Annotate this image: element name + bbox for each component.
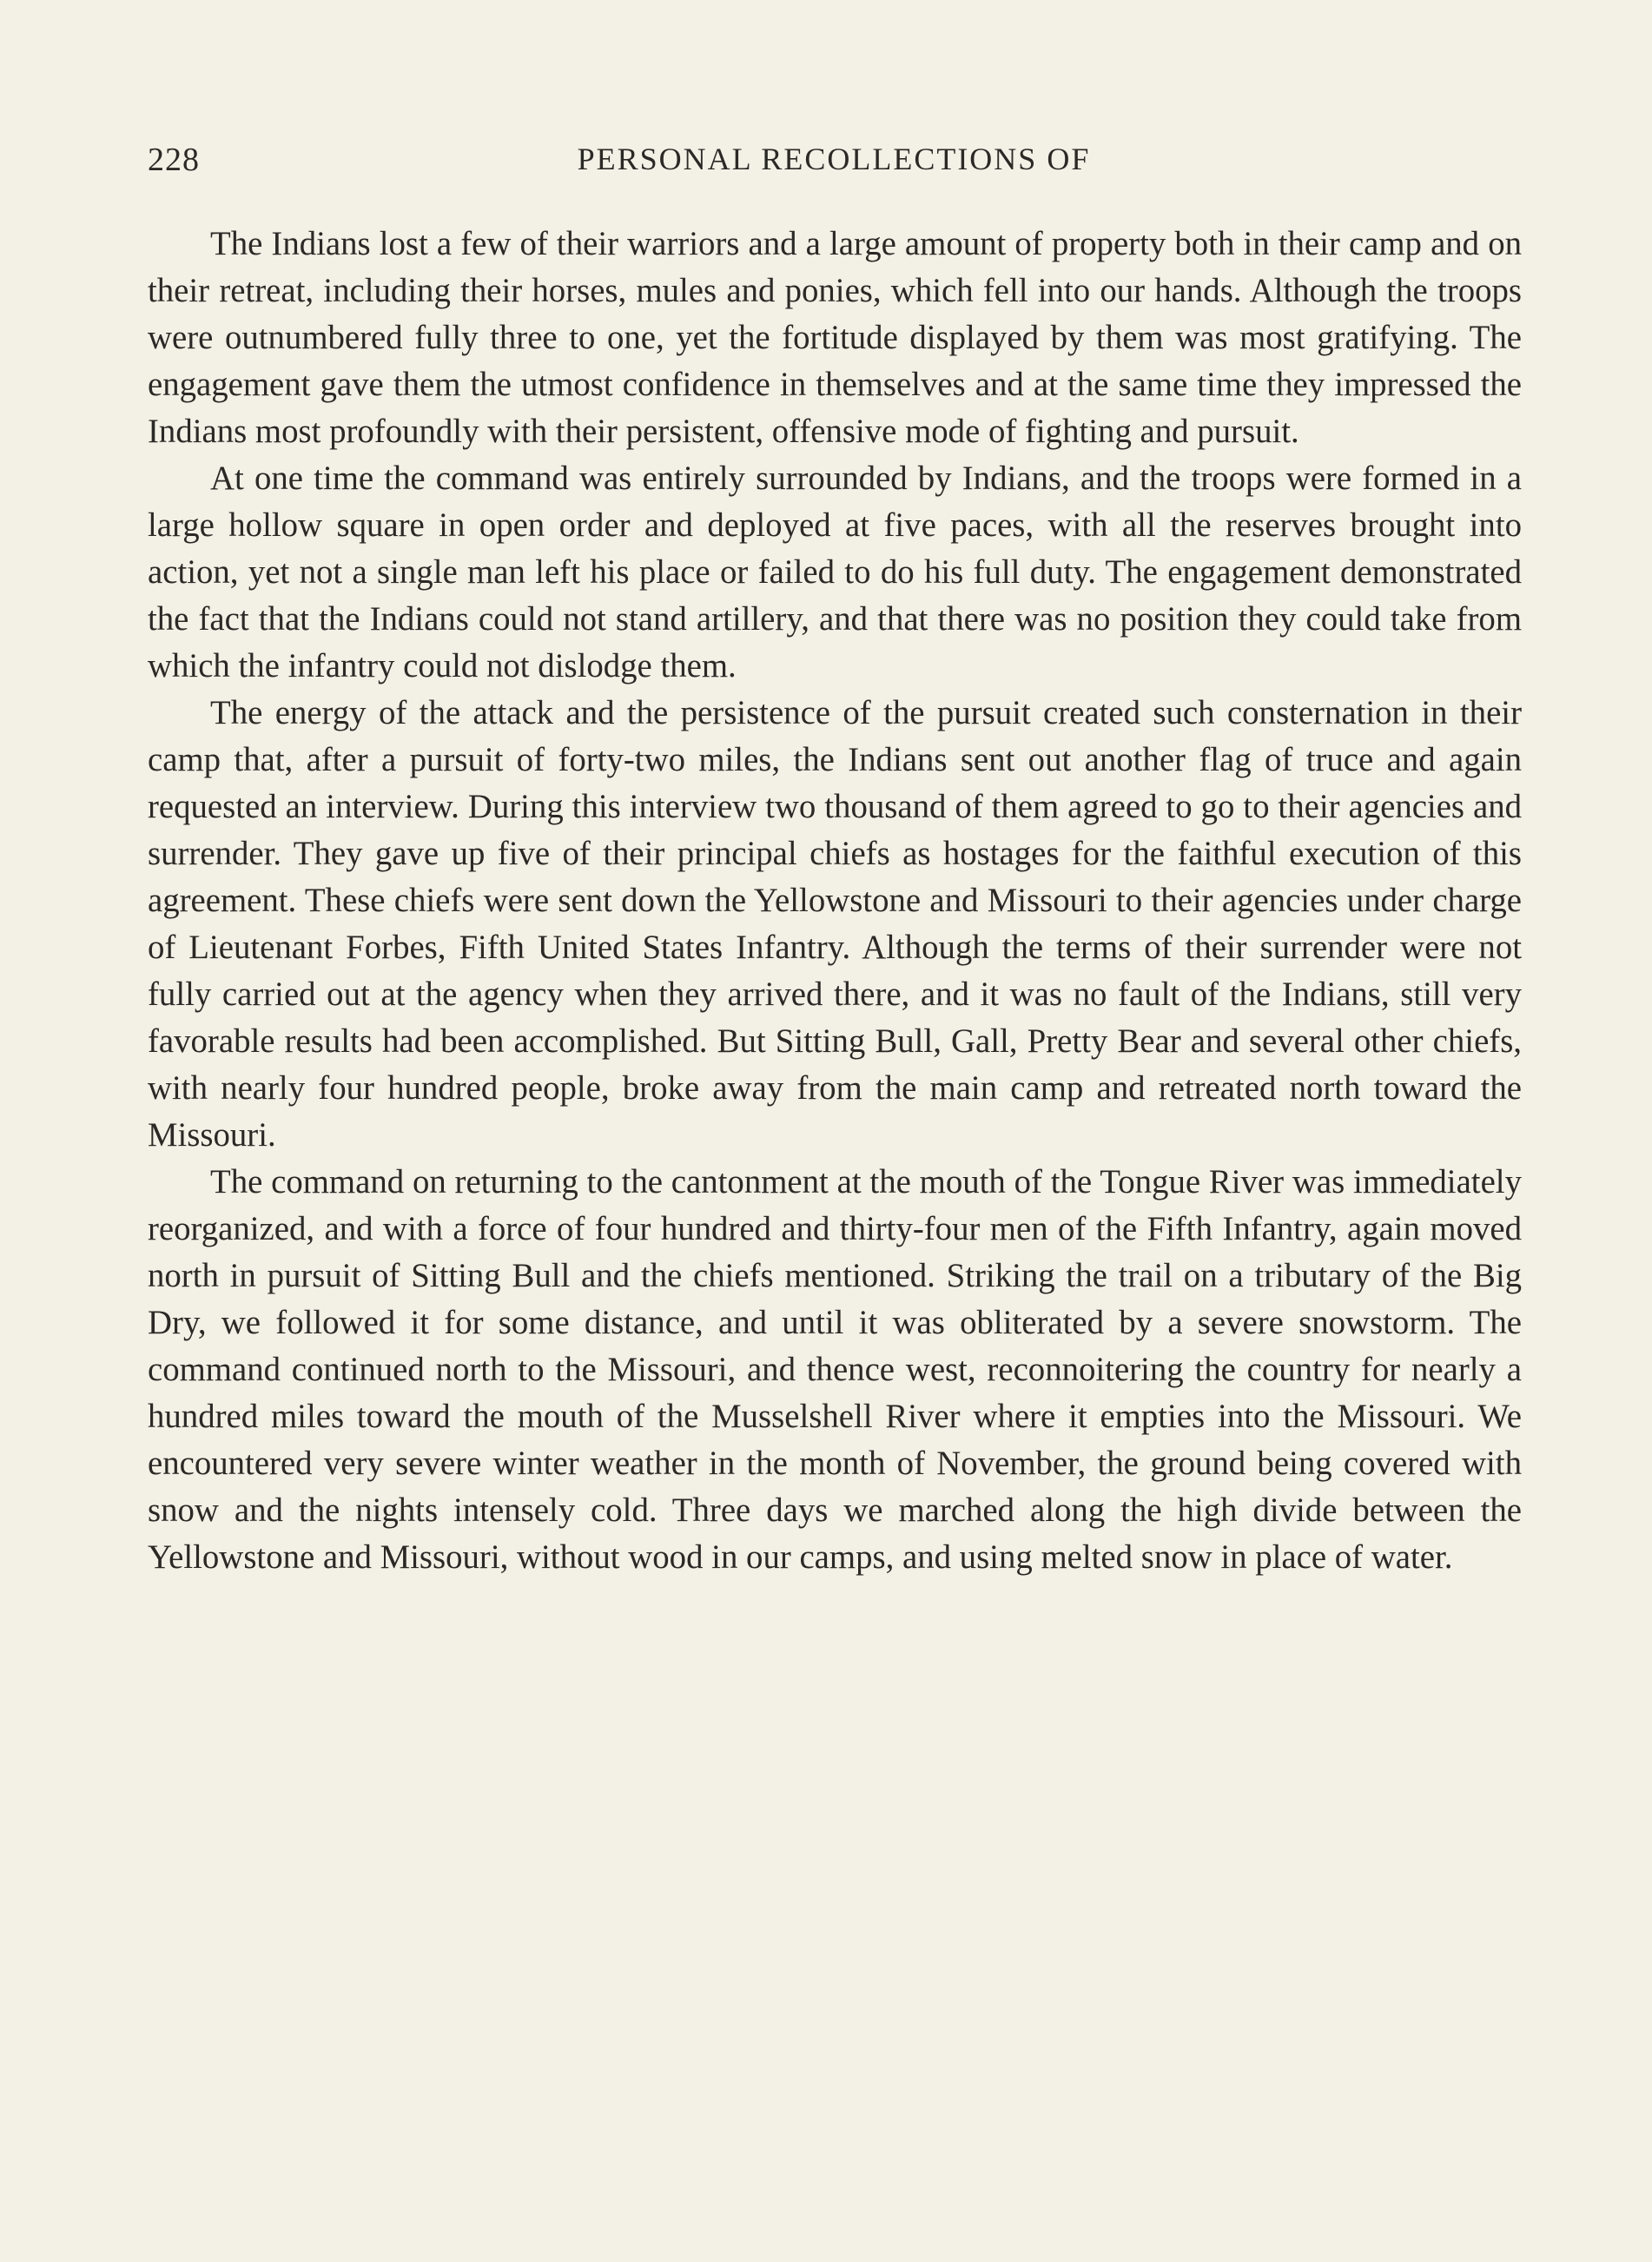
page-number: 228 (148, 142, 200, 178)
page-header (148, 141, 1520, 184)
paragraph: The command on returning to the cantonment at the mouth of the Tongue River was immediately reorganized, and with a force of four hundred and thirty-four men of the Fifth Infantry, again moved north in pursuit of Sitting Bull and the chiefs mentioned. Striking the trail on a tributary of the Big Dry, we followed it for some distance, and until it was obliterated by a severe snowstorm. The command continued north to the Missouri, and thence west, reconnoitering the country for nearly a hundred miles toward the mouth of the Musselshell River where it empties into the Missouri. We encountered very severe winter weather in the month of November, the ground being covered with snow and the nights intensely cold. Three days we marched along the high divide between the Yellowstone and Missouri, without wood in our camps, and using melted snow in place of water. (148, 1163, 1522, 1576)
paragraph: The Indians lost a few of their warriors and a large amount of property both in their camp and on their retreat, including their horses, mules and ponies, which fell into our hands. Although the troops were outnumbered fully three to one, yet the fortitude displayed by them was most gratifying. The engagement gave them the utmost confidence in themselves and at the same time they impressed the Indians most profoundly with their persistent, offensive mode of fighting and pursuit. (148, 225, 1522, 450)
body-text (148, 221, 1522, 1581)
running-title: PERSONAL RECOLLECTIONS OF (577, 142, 1091, 176)
paragraph: The energy of the attack and the persistence of the pursuit created such consternation in their camp that, after a pursuit of forty-two miles, the Indians sent out another flag of truce and again requested an interview. During this interview two thousand of them agreed to go to their agencies and surrender. They gave up five of their principal chiefs as hostages for the faithful execution of this agreement. These chiefs were sent down the Yellowstone and Missouri to their agencies under charge of Lieutenant Forbes, Fifth United States Infantry. Although the terms of their surrender were not fully carried out at the agency when they arrived there, and it was no fault of the Indians, still very favorable results had been accomplished. But Sitting Bull, Gall, Pretty Bear and several other chiefs, with nearly four hundred people, broke away from the main camp and retreated north toward the Missouri. (148, 694, 1522, 1154)
paragraph: At one time the command was entirely surrounded by Indians, and the troops were formed in a large hollow square in open order and deployed at five paces, with all the reserves brought into action, yet not a single man left his place or failed to do his full duty. The engagement demonstrated the fact that the Indians could not stand artillery, and that there was no position they could take from which the infantry could not dislodge them. (148, 460, 1522, 685)
